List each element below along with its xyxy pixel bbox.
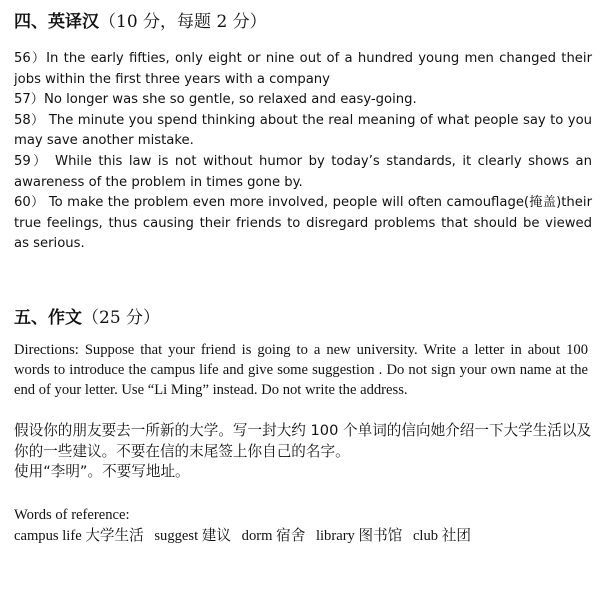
chinese-instruction-line-2: 使用“李明”。不要写地址。	[14, 463, 190, 480]
translation-item-57: 57）No longer was she so gentle, so relaxed and easy-going.	[14, 92, 417, 108]
reference-label: Words of reference:	[14, 507, 130, 523]
reference-words	[14, 505, 594, 547]
translation-item-56: 56）In the early fifties, only eight or nine out of a hundred young men changed their jobs within the first three years with a company	[14, 51, 592, 87]
writing-directions: Directions: Suppose that your friend is going to a new university. Write a letter in about 100 words to introduce the campus life and give some suggestion . Do not sign your own name at the end of your letter. Use “Li Ming” instead. Do not write the address.	[14, 342, 588, 398]
section-5-score-note: （25 分）	[82, 308, 161, 328]
section-5-title: 五、作文	[14, 308, 82, 328]
section-4-items	[14, 49, 592, 255]
section-4-heading	[14, 10, 267, 34]
chinese-instruction-line-1: 假设你的朋友要去一所新的大学。写一封大约 100 个单词的信向她介绍一下大学生活以及你的一些建议。不要在信的末尾签上你自己的名字。	[14, 422, 592, 460]
section-4-title: 四、英译汉	[14, 12, 99, 32]
reference-term: library 图书馆	[315, 528, 403, 544]
section-5-heading	[14, 306, 160, 330]
translation-item-60: 60） To make the problem even more involved, people will often camouflage(掩盖)their true feelings, thus causing their friends to disregard problems that should be viewed as serious.	[14, 195, 592, 252]
section-4-score-note: （10 分，每题 2 分）	[99, 12, 267, 32]
reference-term: club 社团	[412, 528, 471, 544]
reference-term-list	[14, 526, 594, 547]
reference-term: campus life 大学生活	[14, 528, 144, 544]
reference-term: dorm 宿舍	[241, 528, 306, 544]
translation-item-58: 58） The minute you spend thinking about the real meaning of what people say to you may save another mistake.	[14, 112, 592, 149]
chinese-instructions	[14, 421, 594, 483]
translation-item-59: 59） While this law is not without humor by today’s standards, it clearly shows an awareness of the problem in times gone by.	[14, 153, 592, 190]
reference-term: suggest 建议	[154, 528, 231, 544]
